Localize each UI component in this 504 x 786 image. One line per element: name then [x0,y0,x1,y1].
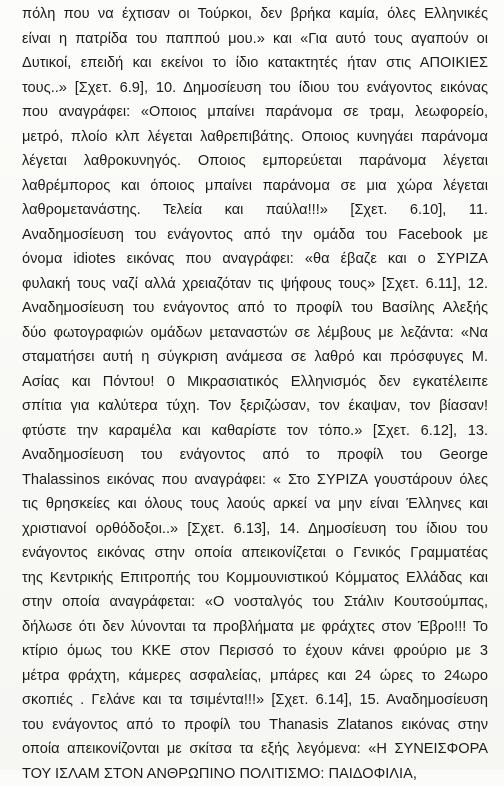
text-line: λαθρέμπορος και όποιος μπαίνει παράνομα σε μια χώρα λέγεται [22,174,488,199]
text-line: της Κεντρικής Επιτροπής του Κομμουνιστικού Κόμματος Ελλάδας και [22,566,488,591]
text-line: χριστιανοί ορθόδοξοι..» [Σχετ. 6.13], 14. Δημοσίευση του ίδιου του [22,517,488,542]
text-line: οποία απεικονίζονται με σκίτσα τα εξής λεγόμενα: «Η ΣΥΝΕΙΣΦΟΡΑ [22,737,488,762]
text-line: φτύστε την καραμέλα και καθαρίστε τον τόπο.» [Σχετ. 6.12], 13. [22,419,488,444]
text-line: σκοπιές . Γελάνε και τα τσιμέντα!!!» [Σχετ. 6.14], 15. Αναδημοσίευση [22,688,488,713]
text-line: όνομα idiotes εικόνας που αναγράφει: «θα έβαζε και ο ΣΥΡΙΖΑ [22,247,488,272]
text-line: φυλακή τους ναζί αλλά χρειαζόταν τις ψήφους τους» [Σχετ. 6.11], 12. [22,272,488,297]
text-line: που αναγράφει: «Οποιος μπαίνει παράνομα σε τραμ, λεωφορείο, [22,100,488,125]
text-line: τις θρησκείες και όλους τους λαούς αρκεί να μην είναι Έλληνες και [22,492,488,517]
text-line: μετρό, πλοίο κλπ λέγεται λαθρεπιβάτης. Οποιος κυνηγάει παράνομα [22,125,488,150]
text-line: λέγεται λαθροκυνηγός. Οποιος εμπορεύεται παράνομα λέγεται [22,149,488,174]
text-line: λαθρομετανάστης. Τελεία και παύλα!!!» [Σχετ. 6.10], 11. [22,198,488,223]
text-line: δήλωσε ότι δεν λύνονται τα προβλήματα με φράχτες στον Έβρο!!! Το [22,615,488,640]
text-line: Αναδημοσίευση του ενάγοντος από το προφίλ του George [22,443,488,468]
text-line: σταματήσει αυτή η σύγκριση ανάμεσα σε λαθρό και πρόσφυγες Μ. [22,345,488,370]
text-line: ενάγοντος εικόνας στην οποία απεικονίζεται ο Γενικός Γραμματέας [22,541,488,566]
text-line: πόλη που να έχτισαν οι Τούρκοι, δεν βρήκα καμία, όλες Ελληνικές [22,2,488,27]
text-line: δύο φωτογραφιών ομάδων μεταναστών σε λέμβους με λεζάντα: «Να [22,321,488,346]
text-line: τους..» [Σχετ. 6.9], 10. Δημοσίευση του ίδιου του ενάγοντος εικόνας [22,76,488,101]
text-line: κτίριο όμως του ΚΚΕ στον Περισσό το έχουν κάνει φρούριο με 3 [22,639,488,664]
text-line: στην οποία αναγράφεται: «Ο νοσταλγός του Στάλιν Κουτσούμπας, [22,590,488,615]
text-line: Αναδημοσίευση του ενάγοντος από την ομάδα του Facebook με [22,223,488,248]
text-line: Δυτικοί, επειδή και εκείνοι το ίδιο κατακτητές ήταν στις ΑΠΟΙΚΙΕΣ [22,51,488,76]
text-line: του ενάγοντος από το προφίλ του Thanasis Zlatanos εικόνας στην [22,713,488,738]
text-line: μέτρα φράχτη, κάμερες ασφαλείας, μπάρες και 24 ώρες το 24ωρο [22,664,488,689]
text-line: είναι η πατρίδα του παππού μου.» και «Για αυτό τους αγαπούν οι [22,27,488,52]
body-text [22,2,488,786]
text-line: Thalassinos εικόνας που αναγράφει: « Στο ΣΥΡΙΖΑ γουστάρουν όλες [22,468,488,493]
text-line: σπίτια για καλύτερα τύχη. Τον ξεριζώσαν, τον έκαψαν, τον βίασαν! [22,394,488,419]
text-line: ΤΟΥ ΙΣΛΑΜ ΣΤΟΝ ΑΝΘΡΩΠΙΝΟ ΠΟΛΙΤΙΣΜΟ: ΠΑΙΔΟΦΙΛΙΑ, [22,762,488,786]
text-line: Αναδημοσίευση του ενάγοντος από το προφίλ του Βασίλης Αλεξής [22,296,488,321]
text-line: Ασίας και Πόντου! 0 Μικρασιατικός Ελληνισμός δεν εγκατέλειπε [22,370,488,395]
